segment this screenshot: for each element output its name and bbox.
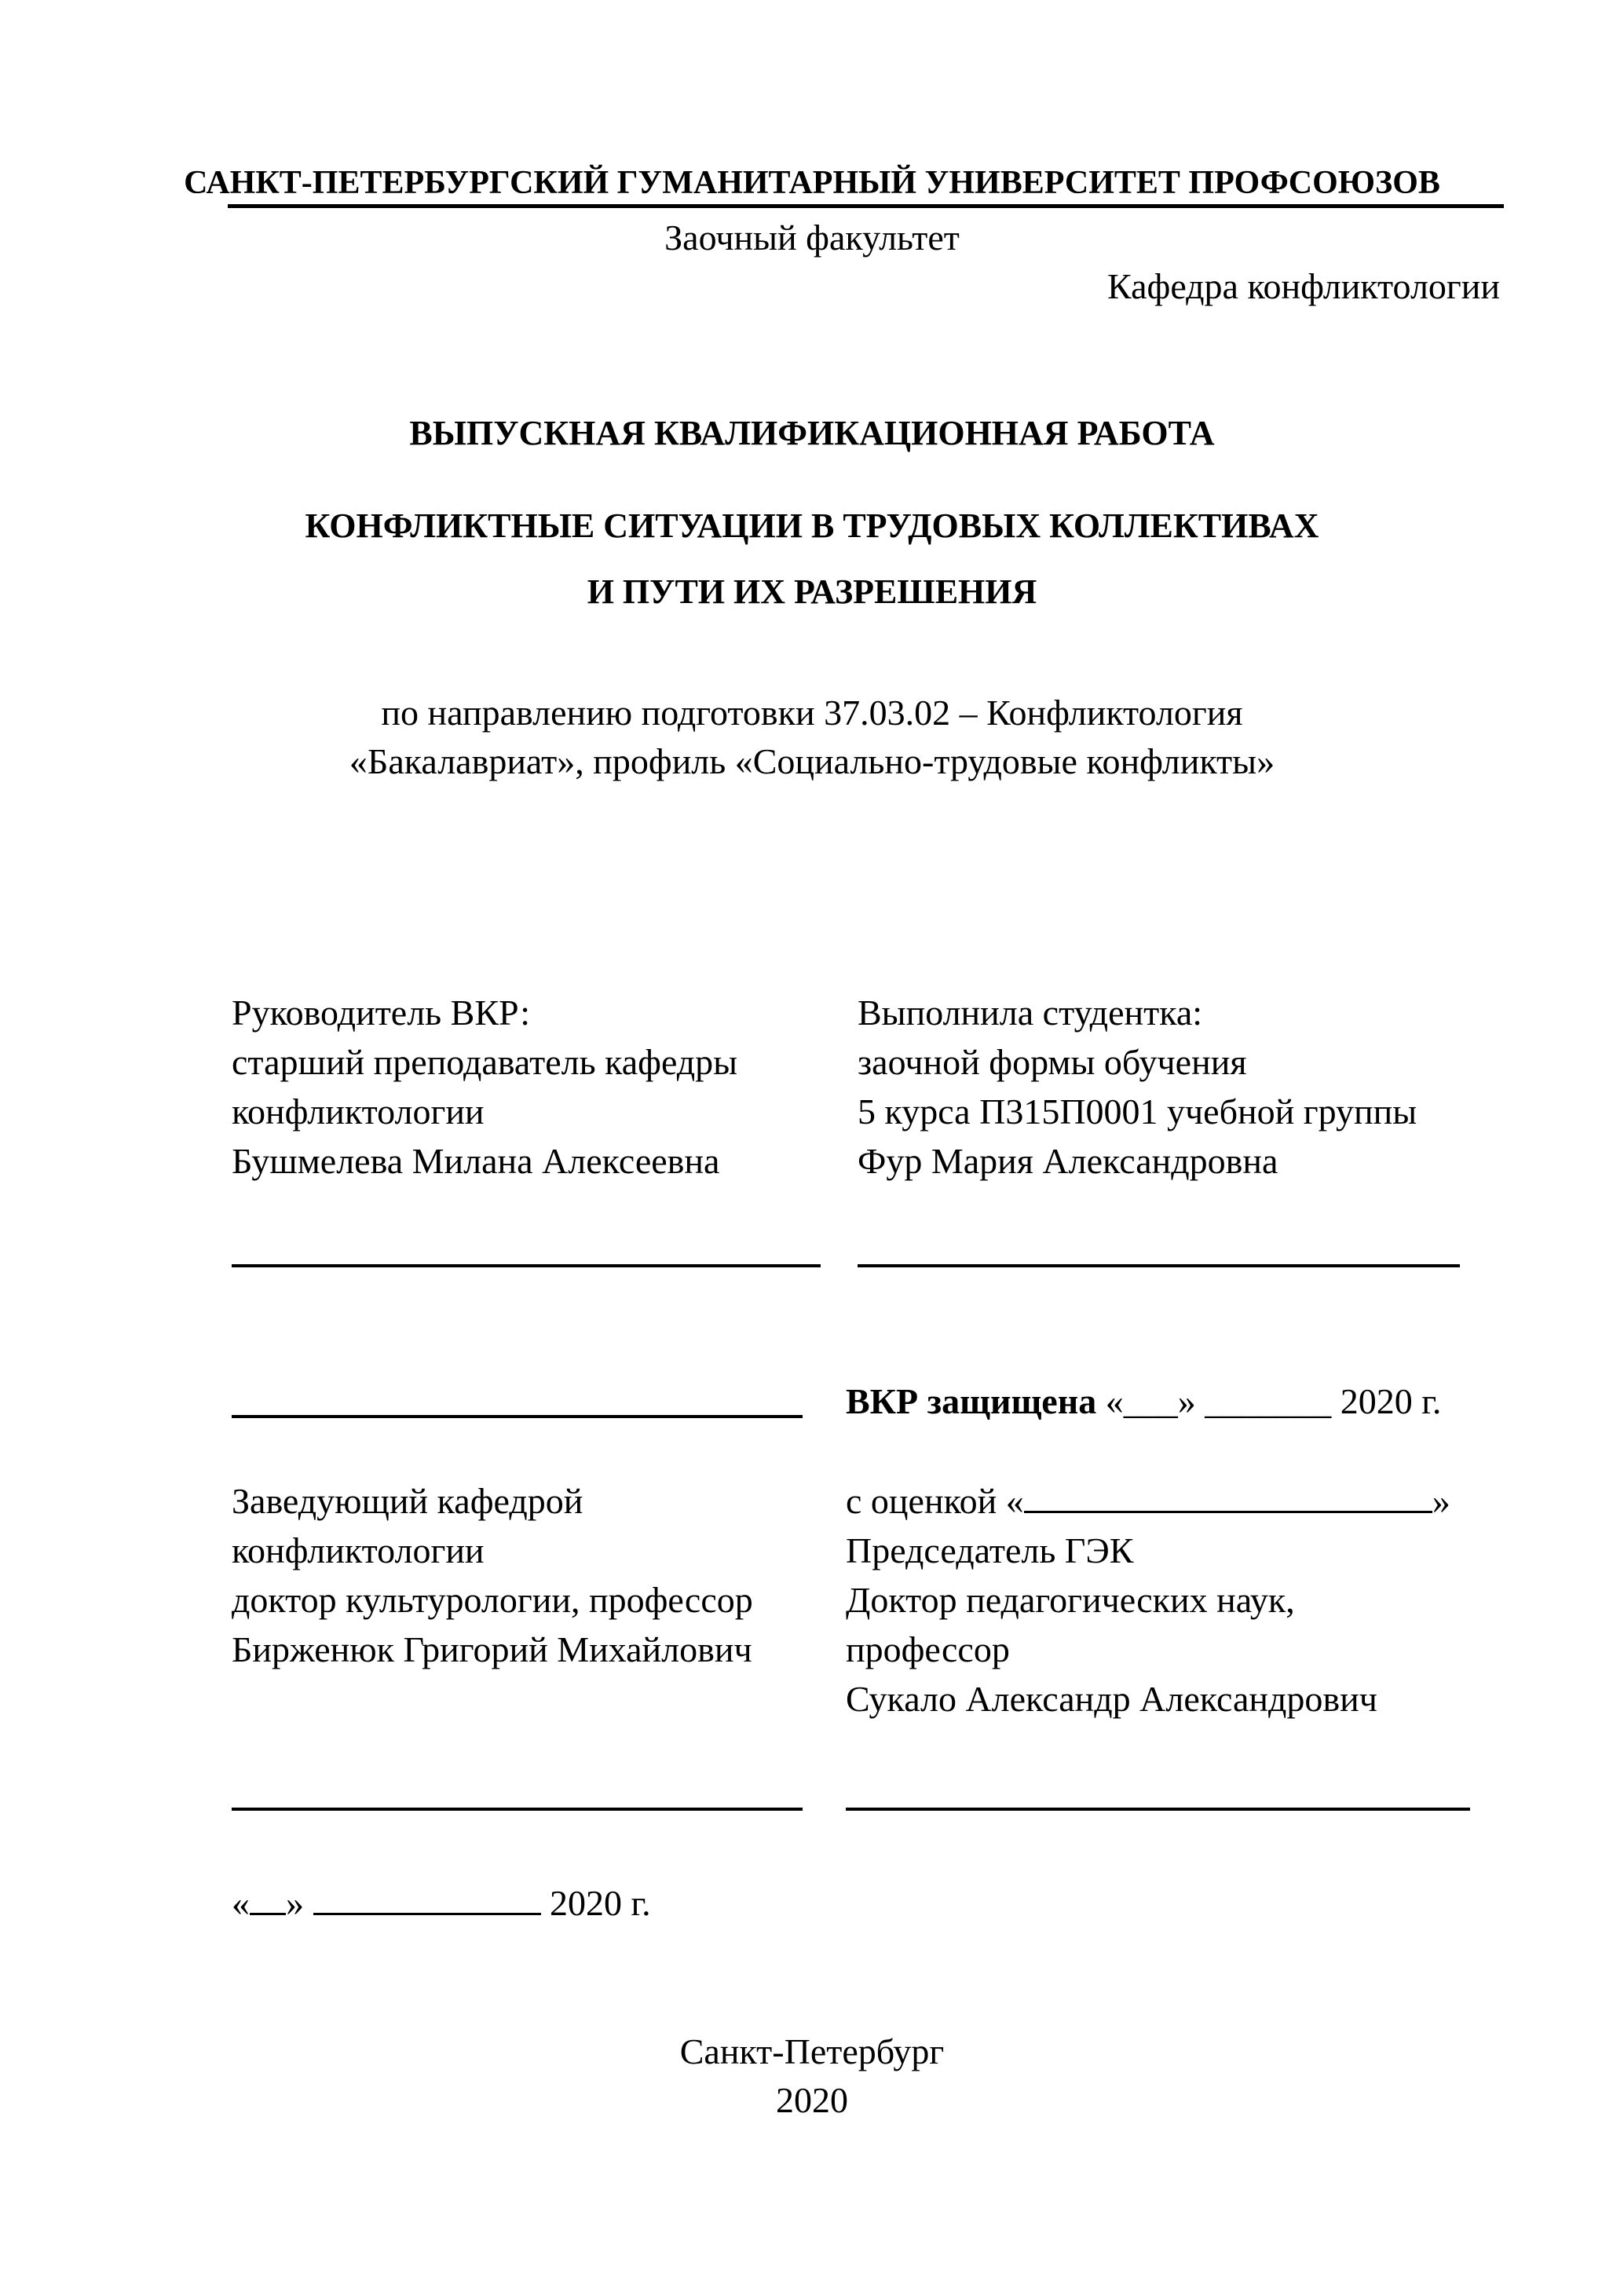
student-group: 5 курса П315П0001 учебной группы: [858, 1091, 1417, 1132]
supervisor-name: Бушмелева Милана Алексеевна: [232, 1141, 720, 1181]
work-type-heading: ВЫПУСКНАЯ КВАЛИФИКАЦИОННАЯ РАБОТА: [409, 414, 1215, 452]
date-year: 2020 г.: [550, 1883, 651, 1923]
department-name: Кафедра конфликтологии: [1107, 266, 1500, 306]
head-name: Бирженюк Григорий Михайлович: [232, 1629, 752, 1669]
supervisor-position-line2: конфликтологии: [232, 1091, 485, 1132]
head-of-department-block: [232, 1476, 753, 1674]
faculty-name: Заочный факультет: [664, 218, 960, 258]
supervisor-position-line1: старший преподаватель кафедры: [232, 1042, 738, 1082]
commission-block: [846, 1476, 1450, 1724]
student-block: [858, 988, 1417, 1186]
chair-degree-line2: профессор: [846, 1629, 1010, 1669]
chair-name: Сукало Александр Александрович: [846, 1679, 1377, 1719]
grade-blank-field[interactable]: [1024, 1481, 1432, 1513]
header-rule: [228, 204, 1504, 208]
month-blank-field[interactable]: [313, 1883, 541, 1915]
defense-date-line: [846, 1381, 1442, 1421]
defense-date-text[interactable]: «___» _______ 2020 г.: [1105, 1381, 1442, 1421]
student-signature-line[interactable]: [858, 1264, 1460, 1267]
approval-date-line: [232, 1883, 651, 1921]
student-form: заочной формы обучения: [858, 1042, 1247, 1082]
defense-label: ВКР защищена: [846, 1381, 1097, 1421]
student-name: Фур Мария Александровна: [858, 1141, 1278, 1181]
date-open-quote: «: [232, 1883, 250, 1923]
student-label: Выполнила студентка:: [858, 993, 1203, 1033]
direction-line2: «Бакалавриат», профиль «Социально-трудовые конфликты»: [349, 741, 1275, 781]
grade-prefix: с оценкой «: [846, 1481, 1024, 1521]
supervisor-signature-line[interactable]: [232, 1264, 821, 1267]
supervisor-block: [232, 988, 737, 1186]
topic-title-line1: КОНФЛИКТНЫЕ СИТУАЦИИ В ТРУДОВЫХ КОЛЛЕКТИВАХ: [305, 506, 1319, 545]
direction-line1: по направлению подготовки 37.03.02 – Конфликтология: [381, 693, 1243, 733]
head-degree: доктор культурологии, профессор: [232, 1580, 753, 1620]
date-close-quote: »: [286, 1883, 304, 1923]
supervisor-label: Руководитель ВКР:: [232, 993, 531, 1033]
chair-signature-line[interactable]: [846, 1808, 1470, 1811]
head-signature-line-2[interactable]: [232, 1808, 803, 1811]
university-name: САНКТ-ПЕТЕРБУРГСКИЙ ГУМАНИТАРНЫЙ УНИВЕРСИТЕТ ПРОФСОЮЗОВ: [184, 165, 1440, 201]
topic-title-line2: И ПУТИ ИХ РАЗРЕШЕНИЯ: [587, 572, 1037, 611]
chair-label: Председатель ГЭК: [846, 1530, 1134, 1570]
footer-city: Санкт-Петербург: [679, 2031, 945, 2071]
head-label-line1: Заведующий кафедрой: [232, 1481, 583, 1521]
chair-degree-line1: Доктор педагогических наук,: [846, 1580, 1295, 1620]
day-blank-field[interactable]: [250, 1883, 286, 1915]
footer-year: 2020: [776, 2080, 848, 2120]
head-label-line2: конфликтологии: [232, 1530, 485, 1570]
grade-line: [846, 1476, 1450, 1526]
head-signature-line[interactable]: [232, 1415, 803, 1418]
grade-suffix: »: [1432, 1481, 1450, 1521]
